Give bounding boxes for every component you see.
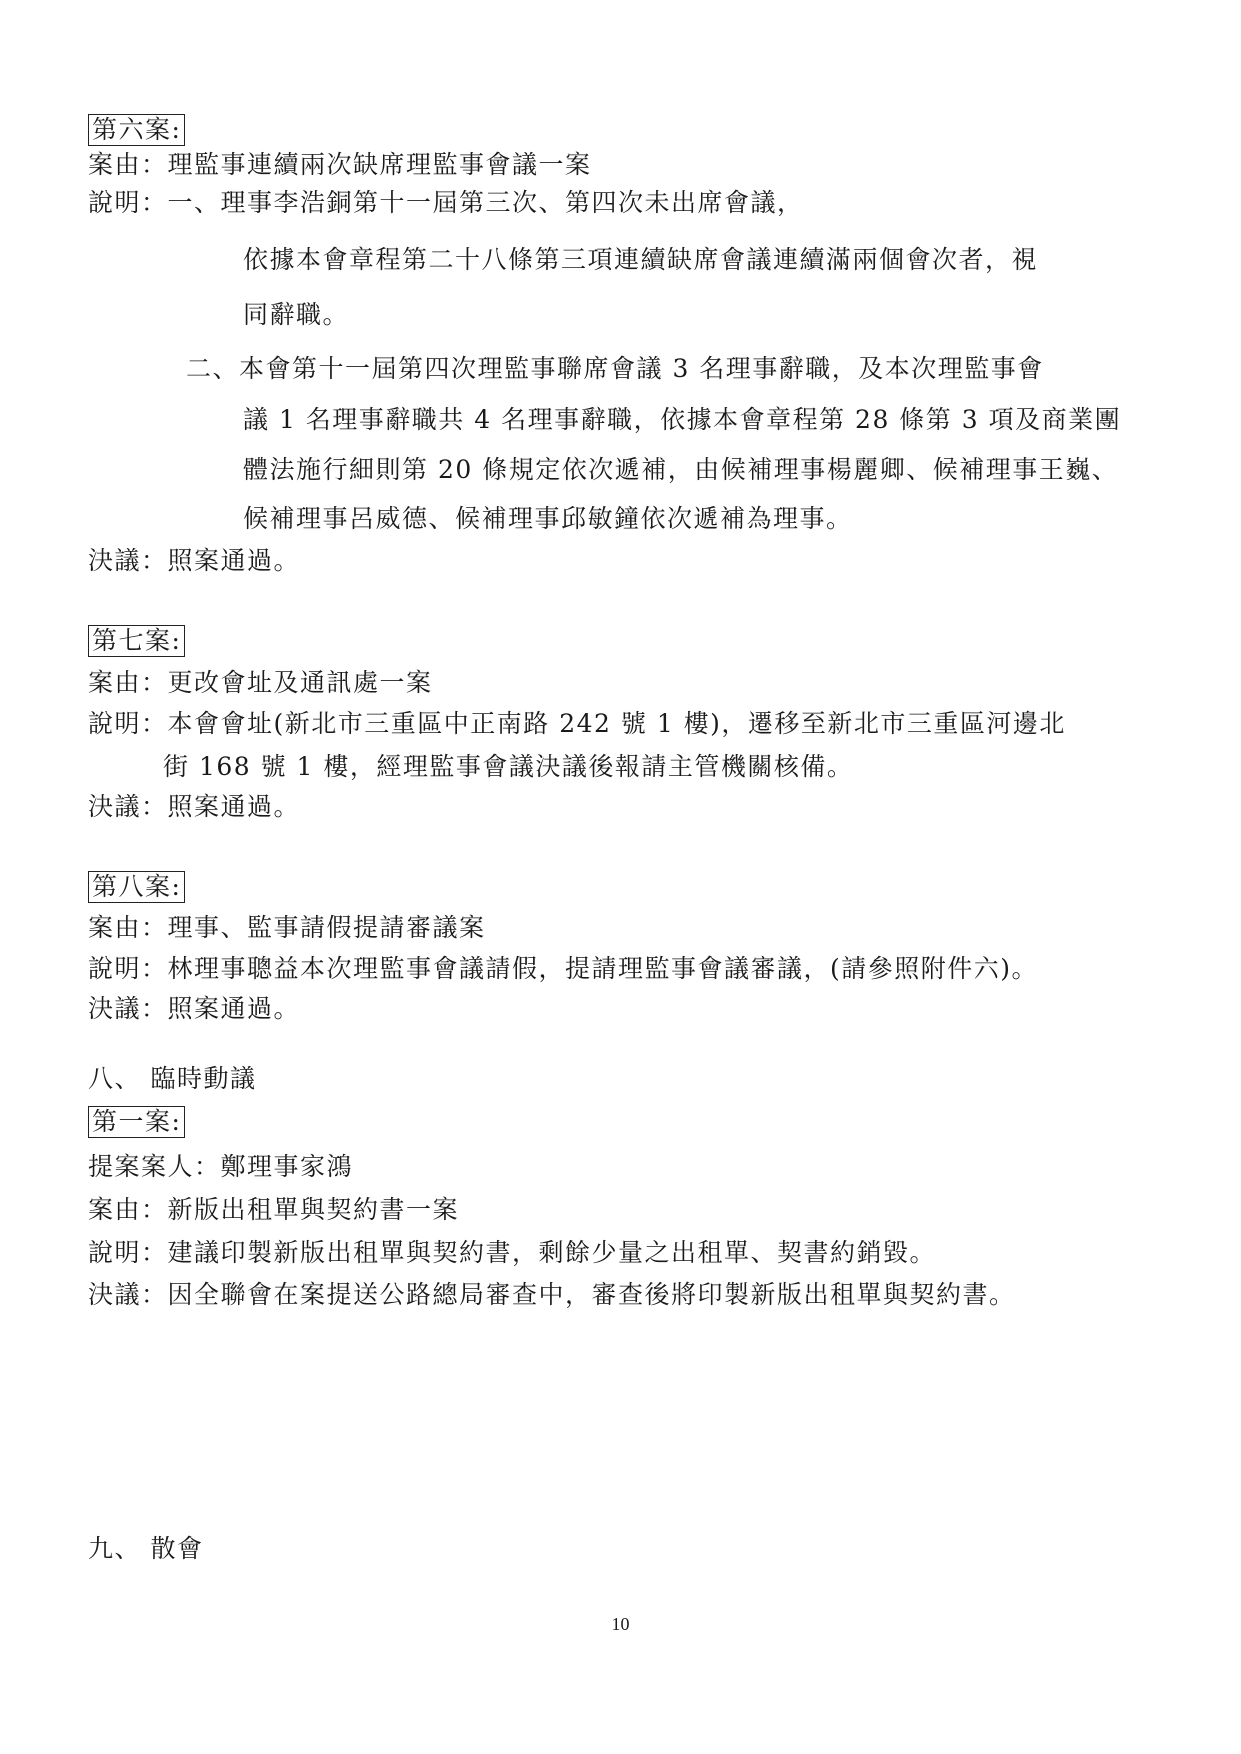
case8-desc: 說明：林理事聰益本次理監事會議請假，提請理監事會議審議，(請參照附件六)。 (88, 954, 1039, 983)
case7-title-box (88, 625, 185, 657)
case6-item2-line1: 二、本會第十一屆第四次理監事聯席會議 3 名理事辭職，及本次理監事會 (186, 354, 1044, 383)
case8-title: 第八案: (88, 871, 185, 903)
section8-heading: 八、 臨時動議 (88, 1064, 257, 1093)
case8-title-box (88, 871, 185, 903)
case6-item2-line2: 議 1 名理事辭職共 4 名理事辭職，依據本會章程第 28 條第 3 項及商業團 (243, 405, 1122, 434)
case7-desc-line1: 說明：本會會址(新北市三重區中正南路 242 號 1 樓)，遷移至新北市三重區河邊北 (88, 709, 1066, 738)
section8-case1-desc: 說明：建議印製新版出租單與契約書，剩餘少量之出租單、契書約銷毀。 (88, 1238, 937, 1267)
section8-case1-proposer: 提案案人：鄭理事家鴻 (88, 1152, 354, 1181)
case6-title: 第六案: (88, 114, 185, 146)
case7-desc-line2: 街 168 號 1 樓，經理監事會議決議後報請主管機關核備。 (163, 752, 854, 781)
section8-case1-resolution: 決議：因全聯會在案提送公路總局審查中，審查後將印製新版出租單與契約書。 (88, 1280, 1016, 1309)
case8-cause: 案由：理事、監事請假提請審議案 (88, 913, 486, 942)
section9-heading: 九、 散會 (88, 1534, 204, 1563)
case6-cause: 案由：理監事連續兩次缺席理監事會議一案 (88, 150, 592, 179)
case6-item1-line3: 同辭職。 (243, 300, 350, 329)
case6-item1-line2: 依據本會章程第二十八條第三項連續缺席會議連續滿兩個會次者，視 (243, 245, 1039, 274)
case6-item2-line4: 候補理事呂威德、候補理事邱敏鐘依次遞補為理事。 (243, 504, 853, 533)
case8-resolution: 決議：照案通過。 (88, 994, 301, 1023)
case6-title-box (88, 114, 185, 146)
case7-cause: 案由：更改會址及通訊處一案 (88, 668, 433, 697)
case6-resolution: 決議：照案通過。 (88, 546, 301, 575)
case6-item2-line3: 體法施行細則第 20 條規定依次遞補，由候補理事楊麗卿、候補理事王巍、 (243, 455, 1119, 484)
case7-resolution: 決議：照案通過。 (88, 792, 301, 821)
section8-case1-title-box (88, 1106, 185, 1138)
case7-title: 第七案: (88, 625, 185, 657)
page-number: 10 (611, 1614, 630, 1634)
section8-case1-cause: 案由：新版出租單與契約書一案 (88, 1195, 460, 1224)
case6-item1-line1: 說明：一、理事李浩銅第十一屆第三次、第四次未出席會議， (88, 188, 804, 217)
section8-case1-title: 第一案: (88, 1106, 185, 1138)
